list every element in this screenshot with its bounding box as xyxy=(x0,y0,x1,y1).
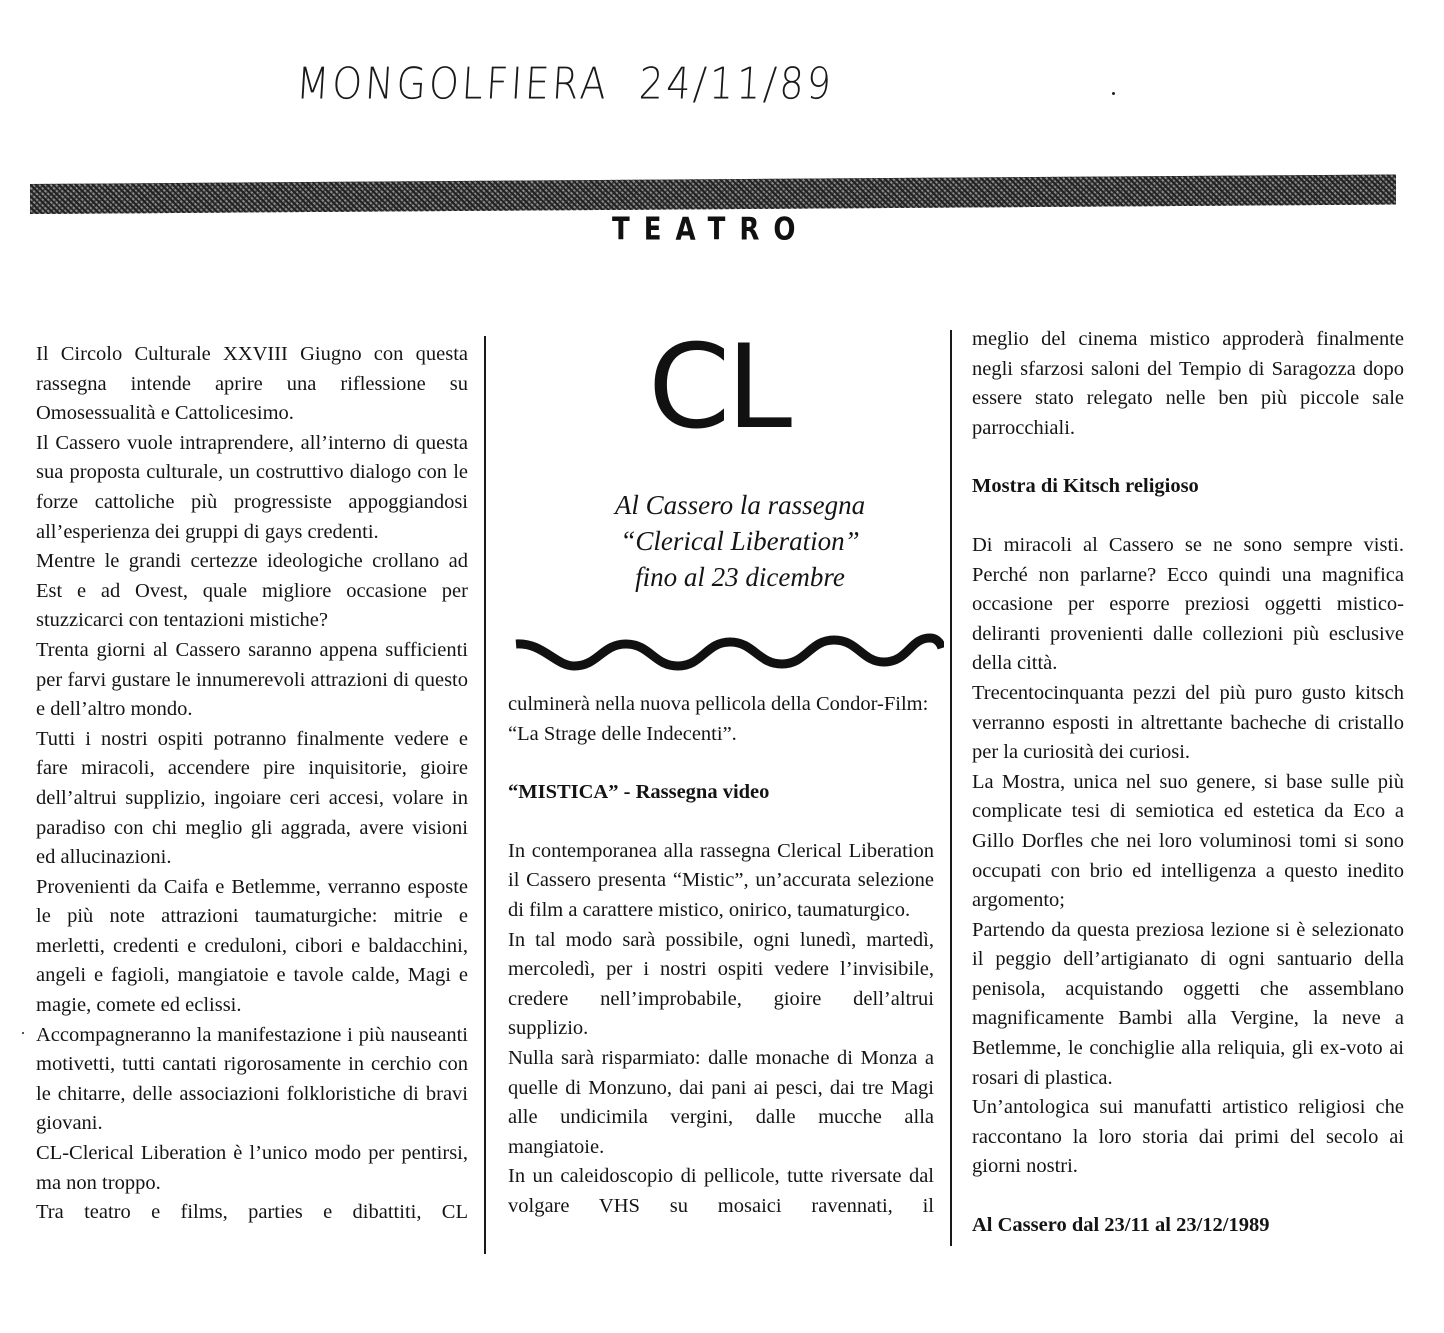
article-column-1 xyxy=(36,340,468,1228)
subtitle-line: “Clerical Liberation” xyxy=(620,526,860,556)
paragraph: In tal modo sarà possibile, ogni lunedì, martedì, mercoledì, per i nostri ospiti vedere l’invisibile, credere nell’improbabile, gioire dell’altrui supplizio. xyxy=(508,928,934,1040)
article-column-2 xyxy=(508,690,934,1222)
paragraph: In un caleidoscopio di pellicole, tutte riversate dal volgare VHS su mosaici ravennati, il xyxy=(508,1165,934,1217)
exhibition-dates: Al Cassero dal 23/11 al 23/12/1989 xyxy=(972,1214,1270,1237)
subtitle-line: Al Cassero la rassegna xyxy=(614,490,866,520)
paragraph: La Mostra, unica nel suo genere, si base sulle più complicate tesi di semiotica ed estetica da Eco a Gillo Dorfles che nei loro voluminosi tomi si sono occupati con brio ed intelligenza a questo inedito argomento; xyxy=(972,770,1404,912)
paragraph: Accompagneranno la manifestazione i più nauseanti motivetti, tutti cantati rigorosamente in cerchio con le chitarre, delle associazioni folkloristiche di bravi giovani. xyxy=(36,1023,468,1135)
handwritten-source-note: MONGOLFIERA 24/11/89 xyxy=(294,58,836,109)
section-title: TEATRO xyxy=(612,212,810,248)
article-column-3 xyxy=(972,325,1404,1241)
paragraph: Trecentocinquanta pezzi del più puro gusto kitsch verranno esposti in altrettante bacheche di cristallo per la curiosità dei curiosi. xyxy=(972,681,1404,764)
column-divider-right xyxy=(950,330,952,1246)
paragraph: meglio del cinema mistico approderà finalmente negli sfarzosi saloni del Tempio di Saragozza dopo essere stato relegato nelle ben più piccole sale parrocchiali. xyxy=(972,328,1404,439)
paragraph: Trenta giorni al Cassero saranno appena sufficienti per farvi gustare le innumerevoli attrazioni di questo e dell’altro mondo. xyxy=(36,638,468,721)
column-divider-left xyxy=(484,336,486,1254)
paragraph: CL-Clerical Liberation è l’unico modo per pentirsi, ma non troppo. xyxy=(36,1142,468,1194)
paragraph: Provenienti da Caifa e Betlemme, verranno esposte le più note attrazioni taumaturgiche: mitrie e merletti, credenti e creduloni, cibori e baldacchini, angeli e fagioli, mangiatoie e tavole calde, Magi e magie, comete ed eclissi. xyxy=(36,875,468,1017)
feature-subtitle xyxy=(540,487,940,595)
paragraph: Un’antologica sui manufatti artistico religiosi che raccontano la loro storia dai primi del secolo ai giorni nostri. xyxy=(972,1096,1404,1178)
section-banner-rule xyxy=(30,174,1396,214)
wavy-line-ornament xyxy=(512,620,944,680)
paragraph: culminerà nella nuova pellicola della Condor-Film: “La Strage delle Indecenti”. xyxy=(508,693,929,745)
scan-speck xyxy=(1112,92,1115,95)
paragraph: Il Cassero vuole intraprendere, all’interno di questa sua proposta culturale, un costruttivo dialogo con le forze cattoliche più progressiste appoggiandosi all’esperienza dei gruppi di gays credenti. xyxy=(36,431,468,543)
cl-logo: CL xyxy=(648,319,789,455)
paragraph: In contemporanea alla rassegna Clerical Liberation il Cassero presenta “Mistic”, un’accurata selezione di film a carattere mistico, onirico, taumaturgico. xyxy=(508,839,934,921)
paragraph: Partendo da questa preziosa lezione si è selezionato il peggio dell’artigianato di ogni santuario della penisola, acquistando oggetti che assemblano magnificamente Bambi alla Vergine, la neve a Betlemme, le conchiglie alla reliquia, gli ex-voto ai rosari di plastica. xyxy=(972,918,1404,1089)
paragraph: Mentre le grandi certezze ideologiche crollano ad Est e ad Ovest, quale migliore occasione per stuzzicarci con tentazioni mistiche? xyxy=(36,550,468,632)
paragraph: Nulla sarà risparmiato: dalle monache di Monza a quelle di Monzuno, dai pani ai pesci, dai tre Magi alle undicimila vergini, dalle mucche alla mangiatoie. xyxy=(508,1046,934,1158)
scan-speck xyxy=(22,1032,24,1034)
paragraph: Il Circolo Culturale XXVIII Giugno con questa rassegna intende aprire una riflessione su Omosessualità e Cattolicesimo. xyxy=(36,343,468,425)
paragraph: Di miracoli al Cassero se ne sono sempre visti. Perché non parlarne? Ecco quindi una magnifica occasione per esporre preziosi oggetti mistico-deliranti provenienti dalle collezioni più esclusive della città. xyxy=(972,533,1404,675)
subtitle-line: fino al 23 dicembre xyxy=(635,562,845,592)
paragraph: Tutti i nostri ospiti potranno finalmente vedere e fare miracoli, accendere pire inquisitorie, gioire dell’altrui supplizio, ingoiare ceri accesi, volare in paradiso con chi meglio gli aggrada, avere visioni ed allucinazioni. xyxy=(36,727,468,869)
subheading-kitsch: Mostra di Kitsch religioso xyxy=(972,475,1199,498)
subheading-mistica: “MISTICA” - Rassegna video xyxy=(508,781,770,804)
paragraph: Tra teatro e films, parties e dibattiti, CL xyxy=(36,1201,468,1224)
